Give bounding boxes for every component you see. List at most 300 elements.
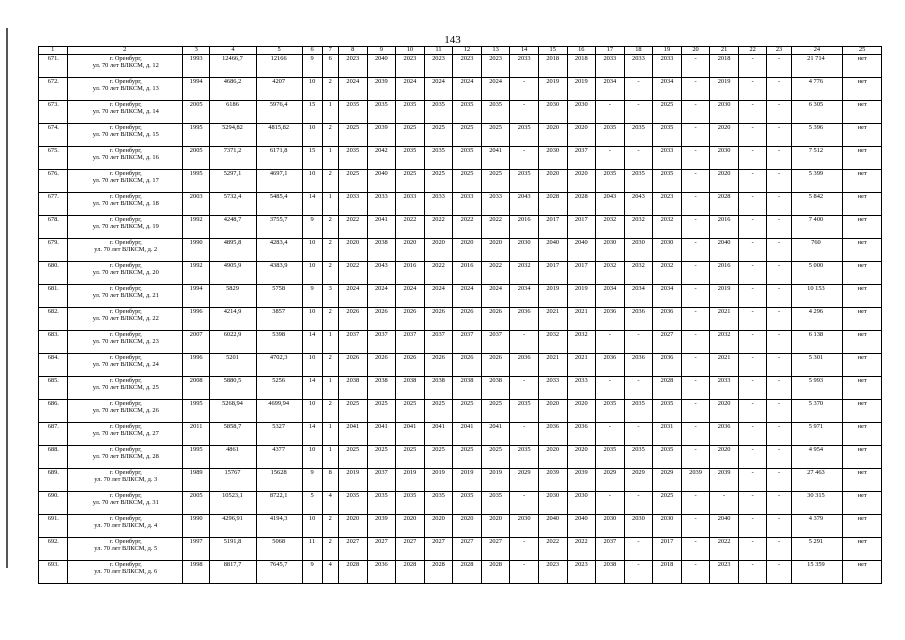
cell-col-8: 2022 [339, 262, 368, 285]
cell-col-3: 1992 [182, 262, 209, 285]
row-number: 691. [39, 515, 68, 538]
cell-col-4: 7371,2 [210, 147, 256, 170]
row-number: 671. [39, 55, 68, 78]
cell-col-9: 2025 [367, 400, 396, 423]
cell-col-17: 2035 [596, 400, 625, 423]
column-number-12: 12 [453, 47, 482, 55]
cell-col-15: 2017 [538, 216, 567, 239]
cell-col-21: 2021 [710, 308, 739, 331]
cell-col-6: 10 [302, 124, 322, 147]
cell-col-23: - [767, 147, 791, 170]
cell-col-22: - [738, 78, 767, 101]
cell-col-23: - [767, 285, 791, 308]
cell-col-24: 5 971 [791, 423, 843, 446]
row-number: 684. [39, 354, 68, 377]
cell-col-18: 2033 [624, 55, 653, 78]
cell-col-24: 10 153 [791, 285, 843, 308]
cell-col-6: 9 [302, 285, 322, 308]
cell-col-3: 2005 [182, 492, 209, 515]
cell-col-20: - [681, 331, 710, 354]
cell-col-25: нет [843, 147, 882, 170]
cell-col-25: нет [843, 78, 882, 101]
cell-col-4: 5297,1 [210, 170, 256, 193]
cell-col-7: 2 [322, 354, 338, 377]
cell-col-24: 5 301 [791, 354, 843, 377]
cell-col-15: 2018 [538, 55, 567, 78]
cell-col-7: 2 [322, 239, 338, 262]
cell-col-12: 2028 [453, 561, 482, 584]
cell-col-19: 2035 [653, 170, 682, 193]
cell-col-15: 2028 [538, 193, 567, 216]
table-row [39, 78, 882, 101]
cell-col-18: 2034 [624, 285, 653, 308]
cell-col-13: 2041 [481, 423, 510, 446]
cell-col-5: 4702,3 [256, 354, 302, 377]
cell-col-5: 5327 [256, 423, 302, 446]
cell-col-15: 2033 [538, 377, 567, 400]
row-number: 675. [39, 147, 68, 170]
cell-col-9: 2027 [367, 538, 396, 561]
cell-col-14: 2035 [510, 400, 539, 423]
cell-col-8: 2025 [339, 170, 368, 193]
cell-col-18: - [624, 101, 653, 124]
cell-col-5: 4699,94 [256, 400, 302, 423]
cell-col-17: 2032 [596, 216, 625, 239]
cell-col-25: нет [843, 446, 882, 469]
cell-col-22: - [738, 308, 767, 331]
table-row [39, 147, 882, 170]
cell-col-4: 5732,4 [210, 193, 256, 216]
cell-col-7: 3 [322, 285, 338, 308]
cell-col-3: 1995 [182, 400, 209, 423]
column-number-16: 16 [567, 47, 596, 55]
address-city: г. Оренбург, [109, 55, 142, 62]
address-cell [67, 147, 182, 170]
cell-col-21: 2018 [710, 55, 739, 78]
cell-col-24: 5 396 [791, 124, 843, 147]
cell-col-4: 4861 [210, 446, 256, 469]
cell-col-10: 2016 [396, 262, 425, 285]
table-row [39, 124, 882, 147]
cell-col-9: 2043 [367, 262, 396, 285]
cell-col-15: 2040 [538, 239, 567, 262]
table-row [39, 561, 882, 584]
cell-col-22: - [738, 515, 767, 538]
cell-col-9: 2038 [367, 377, 396, 400]
cell-col-25: нет [843, 354, 882, 377]
row-number: 692. [39, 538, 68, 561]
cell-col-11: 2028 [424, 561, 453, 584]
cell-col-7: 2 [322, 515, 338, 538]
table-row [39, 377, 882, 400]
cell-col-6: 11 [302, 538, 322, 561]
cell-col-16: 2032 [567, 331, 596, 354]
cell-col-20: - [681, 515, 710, 538]
cell-col-13: 2020 [481, 515, 510, 538]
column-number-4: 4 [210, 47, 256, 55]
page-number: 143 [444, 34, 461, 46]
cell-col-20: - [681, 446, 710, 469]
cell-col-8: 2022 [339, 216, 368, 239]
cell-col-14: - [510, 78, 539, 101]
cell-col-20: - [681, 285, 710, 308]
cell-col-6: 9 [302, 55, 322, 78]
cell-col-5: 5256 [256, 377, 302, 400]
column-number-22: 22 [738, 47, 767, 55]
cell-col-24: 5 842 [791, 193, 843, 216]
cell-col-8: 2020 [339, 239, 368, 262]
column-number-3: 3 [182, 47, 209, 55]
cell-col-23: - [767, 446, 791, 469]
cell-col-15: 2019 [538, 78, 567, 101]
cell-col-4: 4686,2 [210, 78, 256, 101]
cell-col-8: 2025 [339, 446, 368, 469]
cell-col-19: 2025 [653, 101, 682, 124]
cell-col-9: 2039 [367, 124, 396, 147]
cell-col-19: 2034 [653, 78, 682, 101]
cell-col-17: - [596, 492, 625, 515]
cell-col-5: 5398 [256, 331, 302, 354]
cell-col-14: 2016 [510, 216, 539, 239]
cell-col-18: 2036 [624, 354, 653, 377]
cell-col-8: 2024 [339, 78, 368, 101]
cell-col-19: 2036 [653, 354, 682, 377]
cell-col-13: 2025 [481, 124, 510, 147]
address-street: ул. 70 лет ВЛКСМ, д. 24 [92, 360, 159, 368]
cell-col-3: 2003 [182, 193, 209, 216]
cell-col-17: 2030 [596, 515, 625, 538]
cell-col-10: 2026 [396, 354, 425, 377]
cell-col-16: 2019 [567, 78, 596, 101]
cell-col-25: нет [843, 285, 882, 308]
cell-col-14: 2034 [510, 285, 539, 308]
cell-col-16: 2040 [567, 239, 596, 262]
address-city: г. Оренбург, [109, 193, 142, 200]
address-cell [67, 446, 182, 469]
cell-col-6: 10 [302, 170, 322, 193]
row-number: 678. [39, 216, 68, 239]
cell-col-22: - [738, 400, 767, 423]
cell-col-12: 2020 [453, 239, 482, 262]
cell-col-12: 2038 [453, 377, 482, 400]
address-cell [67, 170, 182, 193]
cell-col-4: 15767 [210, 469, 256, 492]
row-number: 690. [39, 492, 68, 515]
cell-col-17: 2036 [596, 308, 625, 331]
address-city: г. Оренбург, [109, 308, 142, 315]
cell-col-18: - [624, 78, 653, 101]
address-cell [67, 469, 182, 492]
cell-col-24: 4 954 [791, 446, 843, 469]
address-cell [67, 400, 182, 423]
cell-col-23: - [767, 354, 791, 377]
cell-col-19: 2023 [653, 193, 682, 216]
cell-col-19: 2031 [653, 423, 682, 446]
cell-col-14: 2036 [510, 354, 539, 377]
address-street: ул. 70 лет ВЛКСМ, д. 2 [94, 245, 158, 253]
cell-col-9: 2041 [367, 216, 396, 239]
cell-col-4: 12466,7 [210, 55, 256, 78]
cell-col-6: 10 [302, 354, 322, 377]
cell-col-16: 2036 [567, 423, 596, 446]
cell-col-13: 2035 [481, 492, 510, 515]
cell-col-22: - [738, 216, 767, 239]
cell-col-14: - [510, 377, 539, 400]
cell-col-9: 2026 [367, 308, 396, 331]
left-margin-rule [6, 28, 8, 568]
cell-col-3: 1994 [182, 78, 209, 101]
address-street: ул. 70 лет ВЛКСМ, д. 19 [92, 222, 159, 230]
cell-col-21: 2033 [710, 377, 739, 400]
cell-col-9: 2037 [367, 331, 396, 354]
cell-col-22: - [738, 285, 767, 308]
cell-col-25: нет [843, 423, 882, 446]
cell-col-14: 2035 [510, 124, 539, 147]
cell-col-22: - [738, 55, 767, 78]
cell-col-18: - [624, 147, 653, 170]
cell-col-23: - [767, 423, 791, 446]
cell-col-20: - [681, 216, 710, 239]
column-number-10: 10 [396, 47, 425, 55]
address-street: ул. 70 лет ВЛКСМ, д. 5 [94, 544, 158, 552]
cell-col-25: нет [843, 239, 882, 262]
cell-col-17: 2033 [596, 55, 625, 78]
cell-col-22: - [738, 331, 767, 354]
cell-col-21: 2016 [710, 262, 739, 285]
cell-col-6: 14 [302, 377, 322, 400]
cell-col-21: 2030 [710, 101, 739, 124]
cell-col-21: 2020 [710, 124, 739, 147]
address-city: г. Оренбург, [109, 354, 142, 361]
cell-col-17: 2034 [596, 78, 625, 101]
cell-col-18: 2030 [624, 515, 653, 538]
cell-col-25: нет [843, 170, 882, 193]
address-street: ул. 70 лет ВЛКСМ, д. 15 [92, 130, 159, 138]
cell-col-5: 4697,1 [256, 170, 302, 193]
cell-col-11: 2025 [424, 124, 453, 147]
cell-col-23: - [767, 515, 791, 538]
cell-col-22: - [738, 538, 767, 561]
cell-col-20: - [681, 78, 710, 101]
cell-col-9: 2039 [367, 78, 396, 101]
cell-col-4: 5294,82 [210, 124, 256, 147]
cell-col-3: 2005 [182, 101, 209, 124]
column-number-8: 8 [339, 47, 368, 55]
cell-col-22: - [738, 124, 767, 147]
cell-col-4: 6022,9 [210, 331, 256, 354]
cell-col-22: - [738, 423, 767, 446]
cell-col-17: - [596, 377, 625, 400]
cell-col-10: 2041 [396, 423, 425, 446]
cell-col-18: 2043 [624, 193, 653, 216]
cell-col-3: 1992 [182, 216, 209, 239]
cell-col-11: 2022 [424, 262, 453, 285]
cell-col-24: 5 291 [791, 538, 843, 561]
cell-col-7: 2 [322, 538, 338, 561]
table-row [39, 308, 882, 331]
cell-col-10: 2037 [396, 331, 425, 354]
row-number: 689. [39, 469, 68, 492]
address-city: г. Оренбург, [109, 124, 142, 131]
cell-col-18: 2036 [624, 308, 653, 331]
cell-col-6: 10 [302, 78, 322, 101]
cell-col-22: - [738, 239, 767, 262]
cell-col-18: 2035 [624, 446, 653, 469]
address-cell [67, 331, 182, 354]
cell-col-16: 2028 [567, 193, 596, 216]
cell-col-19: 2017 [653, 538, 682, 561]
cell-col-6: 10 [302, 239, 322, 262]
cell-col-17: 2036 [596, 354, 625, 377]
column-number-15: 15 [538, 47, 567, 55]
cell-col-5: 6171,8 [256, 147, 302, 170]
address-city: г. Оренбург, [109, 377, 142, 384]
cell-col-13: 2041 [481, 147, 510, 170]
cell-col-5: 5758 [256, 285, 302, 308]
address-cell [67, 423, 182, 446]
cell-col-13: 2025 [481, 170, 510, 193]
address-cell [67, 538, 182, 561]
cell-col-16: 2033 [567, 377, 596, 400]
cell-col-20: - [681, 377, 710, 400]
cell-col-6: 14 [302, 331, 322, 354]
cell-col-24: 6 138 [791, 331, 843, 354]
column-number-1: 1 [39, 47, 68, 55]
cell-col-8: 2026 [339, 308, 368, 331]
address-street: ул. 70 лет ВЛКСМ, д. 28 [92, 452, 159, 460]
cell-col-15: 2021 [538, 308, 567, 331]
row-number: 677. [39, 193, 68, 216]
cell-col-19: 2036 [653, 308, 682, 331]
cell-col-12: 2024 [453, 285, 482, 308]
cell-col-20: - [681, 55, 710, 78]
address-city: г. Оренбург, [109, 400, 142, 407]
cell-col-16: 2020 [567, 446, 596, 469]
cell-col-24: 5 399 [791, 170, 843, 193]
cell-col-20: - [681, 147, 710, 170]
cell-col-25: нет [843, 538, 882, 561]
cell-col-10: 2035 [396, 101, 425, 124]
cell-col-8: 2020 [339, 515, 368, 538]
cell-col-12: 2024 [453, 78, 482, 101]
cell-col-10: 2020 [396, 239, 425, 262]
cell-col-25: нет [843, 400, 882, 423]
table-body [39, 55, 882, 584]
cell-col-10: 2035 [396, 147, 425, 170]
cell-col-22: - [738, 147, 767, 170]
cell-col-15: 2017 [538, 262, 567, 285]
table-row [39, 216, 882, 239]
cell-col-22: - [738, 561, 767, 584]
cell-col-20: - [681, 170, 710, 193]
cell-col-4: 4905,9 [210, 262, 256, 285]
cell-col-7: 1 [322, 147, 338, 170]
cell-col-17: 2035 [596, 124, 625, 147]
cell-col-21: 2020 [710, 400, 739, 423]
cell-col-25: нет [843, 262, 882, 285]
cell-col-5: 7645,7 [256, 561, 302, 584]
cell-col-20: - [681, 354, 710, 377]
cell-col-8: 2024 [339, 285, 368, 308]
cell-col-15: 2019 [538, 285, 567, 308]
address-city: г. Оренбург, [109, 423, 142, 430]
cell-col-24: 5 993 [791, 377, 843, 400]
cell-col-12: 2025 [453, 170, 482, 193]
cell-col-23: - [767, 78, 791, 101]
cell-col-21: 2039 [710, 469, 739, 492]
address-street: ул. 70 лет ВЛКСМ, д. 16 [92, 153, 159, 161]
cell-col-13: 2024 [481, 285, 510, 308]
row-number: 693. [39, 561, 68, 584]
cell-col-15: 2036 [538, 423, 567, 446]
cell-col-21: 2022 [710, 538, 739, 561]
cell-col-9: 2037 [367, 469, 396, 492]
row-number: 683. [39, 331, 68, 354]
row-number: 679. [39, 239, 68, 262]
cell-col-18: 2035 [624, 124, 653, 147]
cell-col-23: - [767, 377, 791, 400]
cell-col-16: 2020 [567, 400, 596, 423]
cell-col-20: - [681, 124, 710, 147]
cell-col-20: - [681, 308, 710, 331]
column-number-14: 14 [510, 47, 539, 55]
cell-col-14: 2035 [510, 446, 539, 469]
cell-col-9: 2039 [367, 515, 396, 538]
address-street: ул. 70 лет ВЛКСМ, д. 6 [94, 567, 158, 575]
cell-col-23: - [767, 308, 791, 331]
address-street: ул. 70 лет ВЛКСМ, д. 21 [92, 291, 159, 299]
cell-col-10: 2033 [396, 193, 425, 216]
cell-col-13: 2025 [481, 400, 510, 423]
cell-col-7: 2 [322, 124, 338, 147]
cell-col-10: 2025 [396, 124, 425, 147]
cell-col-17: 2038 [596, 561, 625, 584]
cell-col-8: 2023 [339, 55, 368, 78]
cell-col-25: нет [843, 331, 882, 354]
cell-col-13: 2026 [481, 308, 510, 331]
table-row [39, 538, 882, 561]
cell-col-6: 10 [302, 400, 322, 423]
table-row [39, 469, 882, 492]
cell-col-3: 1994 [182, 285, 209, 308]
cell-col-21: 2036 [710, 423, 739, 446]
cell-col-9: 2042 [367, 147, 396, 170]
address-cell [67, 308, 182, 331]
cell-col-25: нет [843, 377, 882, 400]
cell-col-24: 5 000 [791, 262, 843, 285]
cell-col-20: - [681, 423, 710, 446]
table-row [39, 55, 882, 78]
address-city: г. Оренбург, [109, 170, 142, 177]
column-number-23: 23 [767, 47, 791, 55]
cell-col-24: 4 379 [791, 515, 843, 538]
cell-col-24: 30 315 [791, 492, 843, 515]
row-number: 681. [39, 285, 68, 308]
address-street: ул. 70 лет ВЛКСМ, д. 22 [92, 314, 159, 322]
cell-col-23: - [767, 561, 791, 584]
address-street: ул. 70 лет ВЛКСМ, д. 12 [92, 61, 159, 69]
address-cell [67, 124, 182, 147]
cell-col-23: - [767, 170, 791, 193]
cell-col-23: - [767, 538, 791, 561]
table-row [39, 492, 882, 515]
cell-col-25: нет [843, 515, 882, 538]
address-city: г. Оренбург, [109, 78, 142, 85]
table-row [39, 331, 882, 354]
cell-col-4: 6186 [210, 101, 256, 124]
cell-col-9: 2026 [367, 354, 396, 377]
cell-col-12: 2025 [453, 446, 482, 469]
